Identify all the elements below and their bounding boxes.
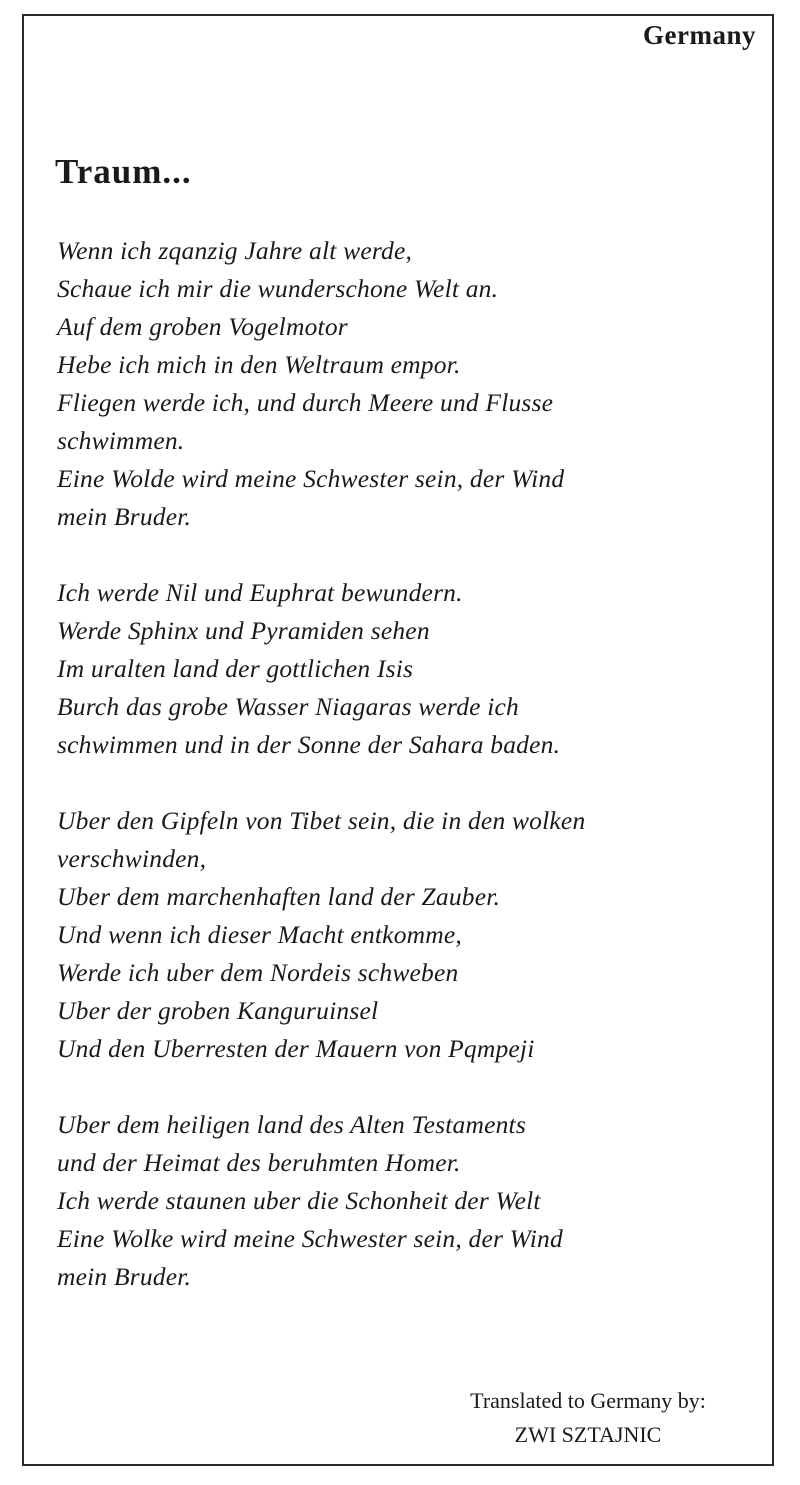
country-label: Germany xyxy=(643,20,756,50)
poem-line: Im uralten land der gottlichen Isis xyxy=(57,654,414,683)
translator-name: ZWI SZTAJNIC xyxy=(514,1422,662,1447)
poem-line: Werde ich uber dem Nordeis schweben xyxy=(57,958,459,987)
poem-line: Ich werde staunen uber die Schonheit der Welt xyxy=(57,1186,541,1215)
poem-body xyxy=(57,232,757,1334)
poem-line: Uber den Gipfeln von Tibet sein, die in den wolken xyxy=(57,806,586,835)
poem-line: und der Heimat des beruhmten Homer. xyxy=(57,1148,461,1177)
poem-line: schwimmen und in der Sonne der Sahara baden. xyxy=(57,730,561,759)
poem-line: mein Bruder. xyxy=(57,1262,192,1291)
stanza-1 xyxy=(57,232,757,536)
credit-label: Translated to Germany by: xyxy=(470,1388,706,1413)
poem-line: Ich werde Nil und Euphrat bewundern. xyxy=(57,578,463,607)
poem-line: Uber dem heiligen land des Alten Testaments xyxy=(57,1110,526,1139)
poem-line: Und den Uberresten der Mauern von Pqmpeji xyxy=(57,1034,535,1063)
poem-line: Eine Wolde wird meine Schwester sein, der Wind xyxy=(57,464,565,493)
poem-line: Werde Sphinx und Pyramiden sehen xyxy=(57,616,430,645)
poem-line: Und wenn ich dieser Macht entkomme, xyxy=(57,920,462,949)
translator-credit xyxy=(438,1384,738,1452)
poem-line: Wenn ich zqanzig Jahre alt werde, xyxy=(57,236,413,265)
poem-line: Uber der groben Kanguruinsel xyxy=(57,996,379,1025)
stanza-2 xyxy=(57,574,757,764)
poem-line: schwimmen. xyxy=(57,426,185,455)
poem-title: Traum... xyxy=(55,152,192,191)
poem-line: mein Bruder. xyxy=(57,502,192,531)
poem-line: verschwinden, xyxy=(57,844,207,873)
poem-line: Auf dem groben Vogelmotor xyxy=(57,312,348,341)
poem-line: Schaue ich mir die wunderschone Welt an. xyxy=(57,274,499,303)
poem-line: Uber dem marchenhaften land der Zauber. xyxy=(57,882,501,911)
poem-line: Fliegen werde ich, und durch Meere und Flusse xyxy=(57,388,554,417)
page-frame xyxy=(22,14,774,1466)
poem-line: Burch das grobe Wasser Niagaras werde ich xyxy=(57,692,519,721)
stanza-3 xyxy=(57,802,757,1068)
poem-line: Hebe ich mich in den Weltraum empor. xyxy=(57,350,461,379)
stanza-4 xyxy=(57,1106,757,1296)
poem-line: Eine Wolke wird meine Schwester sein, der Wind xyxy=(57,1224,563,1253)
